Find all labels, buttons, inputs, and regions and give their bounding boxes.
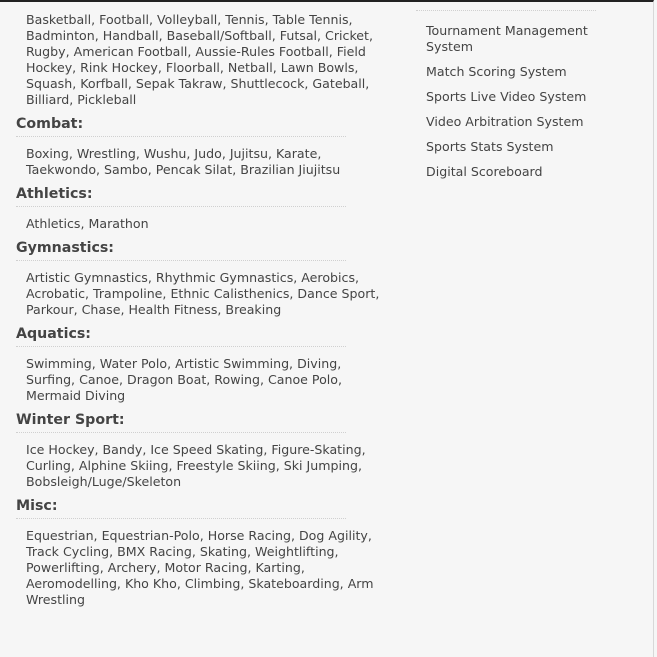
- category-aquatics: [16, 325, 386, 404]
- category-winter-sport: [16, 411, 386, 490]
- link-sports-stats[interactable]: Sports Stats System: [426, 139, 554, 154]
- heading-divider: [16, 346, 346, 347]
- link-digital-scoreboard[interactable]: Digital Scoreboard: [426, 164, 543, 179]
- category-list: Swimming, Water Polo, Artistic Swimming, Diving, Surfing, Canoe, Dragon Boat, Rowing, Canoe Polo, Mermaid Diving: [26, 356, 342, 403]
- link-sports-live-video[interactable]: Sports Live Video System: [426, 89, 587, 104]
- category-heading: Aquatics:: [16, 326, 91, 342]
- category-heading: Gymnastics:: [16, 240, 114, 256]
- category-combat: [16, 115, 386, 178]
- category-heading: Winter Sport:: [16, 412, 125, 428]
- category-athletics: [16, 185, 386, 232]
- heading-divider: [16, 260, 346, 261]
- heading-divider: [16, 432, 346, 433]
- category-list: Athletics, Marathon: [26, 216, 149, 231]
- category-list: Ice Hockey, Bandy, Ice Speed Skating, Figure-Skating, Curling, Alphine Skiing, Freestyle Skiing, Ski Jumping, Bobsleigh/Luge/Skeleton: [26, 442, 366, 489]
- heading-divider: [16, 136, 346, 137]
- category-gymnastics: [16, 239, 386, 318]
- heading-divider: [16, 518, 346, 519]
- category-list: Equestrian, Equestrian-Polo, Horse Racing, Dog Agility, Track Cycling, BMX Racing, Skating, Weightlifting, Powerlifting, Archery, Motor Racing, Karting, Aeromodelling, Kho Kho, Climbing, Skateboarding, Arm Wrestling: [26, 528, 374, 607]
- category-list: Artistic Gymnastics, Rhythmic Gymnastics, Aerobics, Acrobatic, Trampoline, Ethnic Calisthenics, Dance Sport, Parkour, Chase, Health Fitness, Breaking: [26, 270, 380, 317]
- ball-sports-list: Basketball, Football, Volleyball, Tennis, Table Tennis, Badminton, Handball, Baseball/Softball, Futsal, Cricket, Rugby, American Football, Aussie-Rules Football, Field Hockey, Rink Hockey, Floorball, Netball, Lawn Bowls, Squash, Korfball, Sepak Takraw, Shuttlecock, Gateball, Billiard, Pickleball: [26, 12, 373, 107]
- sports-list-column: [16, 12, 386, 615]
- category-list: Boxing, Wrestling, Wushu, Judo, Jujitsu, Karate, Taekwondo, Sambo, Pencak Silat, Brazilian Jiujitsu: [26, 146, 341, 177]
- category-heading: Combat:: [16, 116, 84, 132]
- link-match-scoring[interactable]: Match Scoring System: [426, 64, 567, 79]
- column-divider: [416, 10, 596, 11]
- link-tournament-management[interactable]: Tournament Management System: [426, 23, 588, 54]
- systems-column: [416, 2, 616, 189]
- heading-divider: [16, 206, 346, 207]
- category-heading: Misc:: [16, 498, 58, 514]
- category-misc: [16, 497, 386, 608]
- category-heading: Athletics:: [16, 186, 93, 202]
- link-video-arbitration[interactable]: Video Arbitration System: [426, 114, 584, 129]
